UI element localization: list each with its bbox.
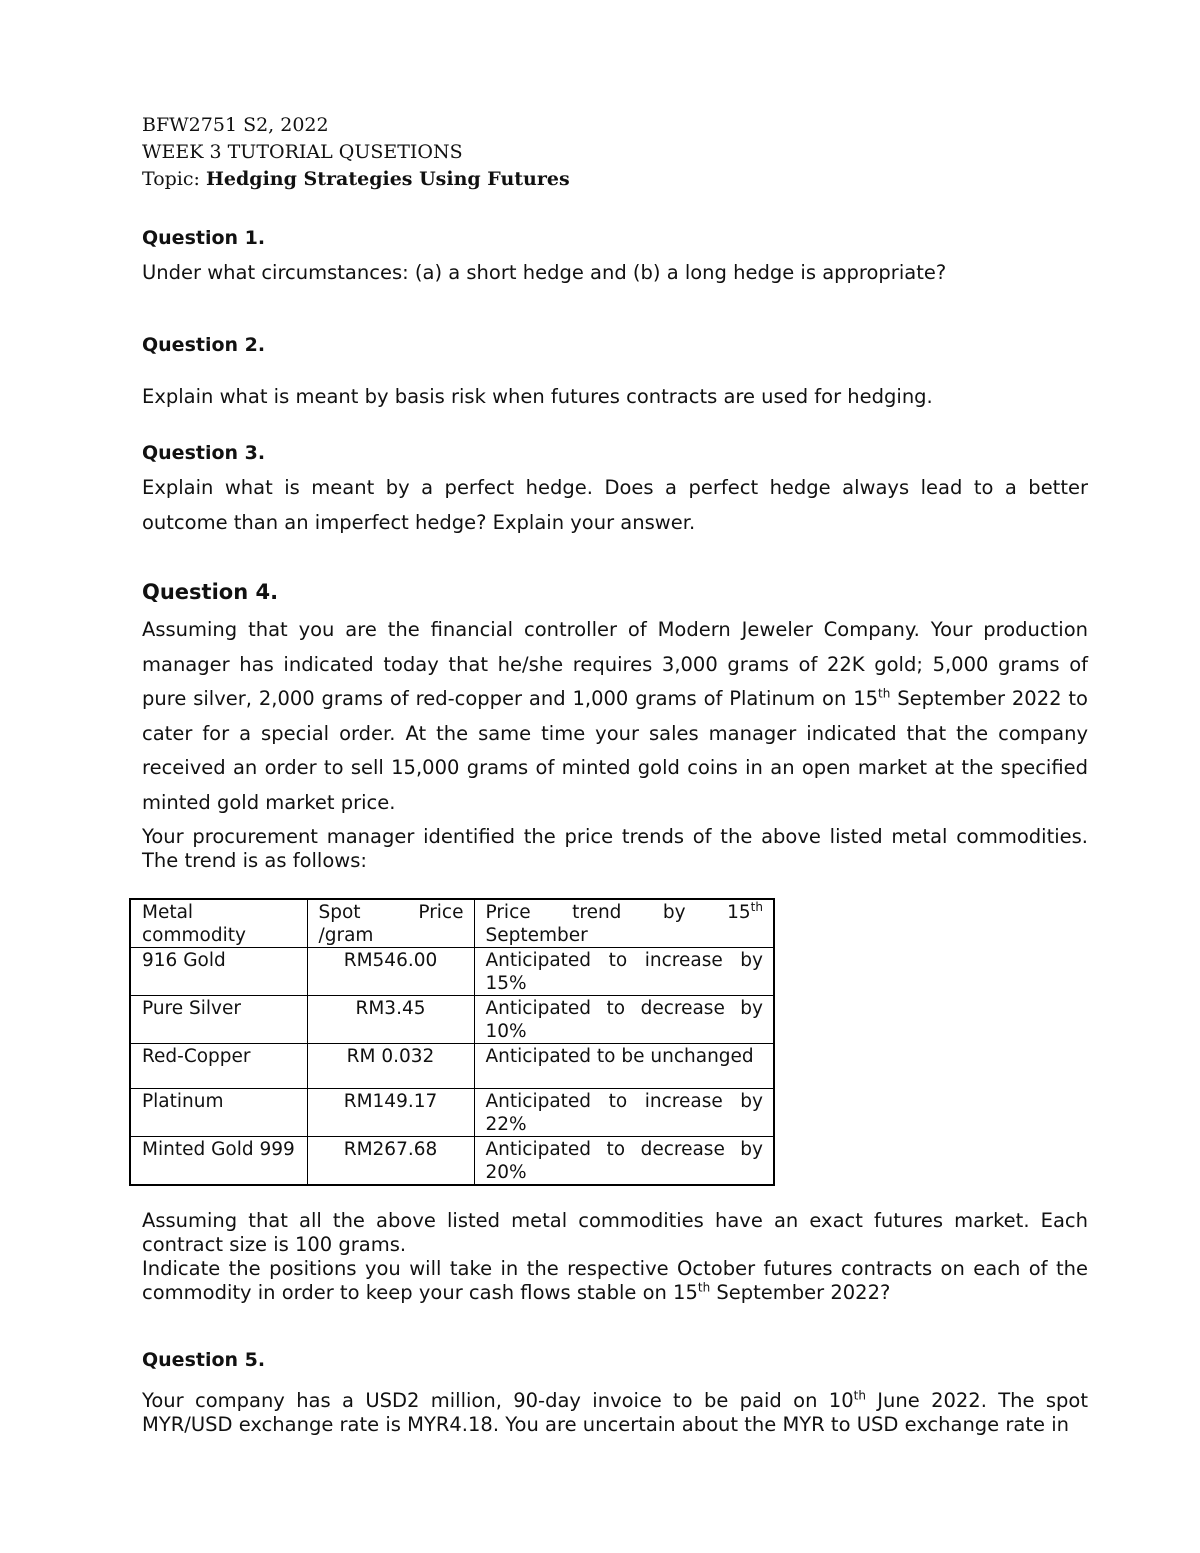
q4-para4-part-b: September 2022? (710, 1281, 891, 1304)
table-row (130, 1137, 774, 1186)
cell-price: RM546.00 (307, 948, 474, 996)
table-row (130, 948, 774, 996)
cell-metal: Red-Copper (130, 1044, 307, 1089)
question-1-text: Under what circumstances: (a) a short hedge and (b) a long hedge is appropriate? (142, 261, 947, 284)
week-line: WEEK 3 TUTORIAL QUSETIONS (142, 141, 463, 163)
header-price-word-2: Price (485, 902, 531, 923)
cell-price: RM 0.032 (307, 1044, 474, 1089)
header-per-gram: /gram (318, 924, 374, 946)
cell-metal: 916 Gold (130, 948, 307, 996)
question-4-paragraph-2 (142, 825, 1088, 873)
header-september: September (485, 924, 588, 946)
header-by-word: by (662, 902, 686, 923)
question-4-paragraph-1 (142, 613, 1088, 820)
question-1-title: Question 1. (142, 227, 266, 249)
cell-trend: Anticipated to increase by 22% (474, 1089, 774, 1137)
q4-para4-sup: th (697, 1280, 711, 1295)
table-row (130, 1044, 774, 1089)
metal-price-table (129, 898, 775, 1186)
table-header-row (130, 899, 774, 948)
question-4-title: Question 4. (142, 580, 279, 604)
question-5-text (142, 1389, 1088, 1437)
q4-para1-part-b: September 2022 to cater for a special order. At the same time your sales manager indicated that the company received an order to sell 15,000 grams of minted gold coins in an open market at the specified minted gold market price. (142, 687, 1088, 814)
q5-text-part-b: June 2022. The spot MYR/USD exchange rate is MYR4.18. You are uncertain about the MYR to USD exchange rate in (142, 1389, 1088, 1436)
header-date-number: 15th (727, 899, 763, 923)
question-5-title: Question 5. (142, 1349, 266, 1371)
topic-label: Topic: (142, 168, 206, 190)
q4-para2-line-1: Your procurement manager identified the price trends of the above listed metal commodities. (142, 825, 1088, 848)
question-4-paragraph-3: Assuming that all the above listed metal commodities have an exact futures market. Each contract size is 100 grams. (142, 1209, 1088, 1256)
header-spot-price (307, 899, 474, 948)
cell-trend: Anticipated to be unchanged (474, 1044, 774, 1089)
q4-para4-part-a: Indicate the positions you will take in the respective October futures contracts on each of the commodity in order to keep your cash flows stable on 15 (142, 1257, 1088, 1304)
topic-value: Hedging Strategies Using Futures (205, 168, 570, 190)
cell-price: RM149.17 (307, 1089, 474, 1137)
q5-text-part-a: Your company has a USD2 million, 90-day invoice to be paid on 10 (142, 1389, 854, 1412)
course-line: BFW2751 S2, 2022 (142, 114, 329, 136)
question-4-paragraph-4 (142, 1257, 1088, 1305)
question-3-title: Question 3. (142, 442, 266, 464)
cell-trend: Anticipated to increase by 15% (474, 948, 774, 996)
q4-para1-part-a: Assuming that you are the financial controller of Modern Jeweler Company. Your production manager has indicated today that he/she requires 3,000 grams of 22K gold; 5,000 grams of pure silver, 2,000 grams of red-copper and 1,000 grams of Platinum on 15 (142, 618, 1088, 710)
cell-metal: Platinum (130, 1089, 307, 1137)
header-metal-commodity: Metal commodity (130, 899, 307, 948)
question-2-title: Question 2. (142, 334, 266, 356)
cell-metal: Minted Gold 999 (130, 1137, 307, 1186)
table-row (130, 996, 774, 1044)
header-price-trend (474, 899, 774, 948)
header-trend-word: trend (572, 902, 622, 923)
header-spot-word: Spot (318, 902, 361, 923)
question-3-text: Explain what is meant by a perfect hedge. Does a perfect hedge always lead to a better outcome than an imperfect hedge? Explain your answer. (142, 476, 1088, 534)
q4-para1-sup: th (878, 686, 891, 701)
q4-para2-line-2: The trend is as follows: (142, 849, 367, 872)
cell-trend: Anticipated to decrease by 20% (474, 1137, 774, 1186)
question-2-text: Explain what is meant by basis risk when futures contracts are used for hedging. (142, 385, 933, 408)
topic-line (142, 166, 1088, 193)
cell-trend: Anticipated to decrease by 10% (474, 996, 774, 1044)
table-row (130, 1089, 774, 1137)
cell-metal: Pure Silver (130, 996, 307, 1044)
cell-price: RM267.68 (307, 1137, 474, 1186)
header-price-word: Price (418, 902, 464, 923)
q5-text-sup: th (853, 1388, 866, 1403)
cell-price: RM3.45 (307, 996, 474, 1044)
